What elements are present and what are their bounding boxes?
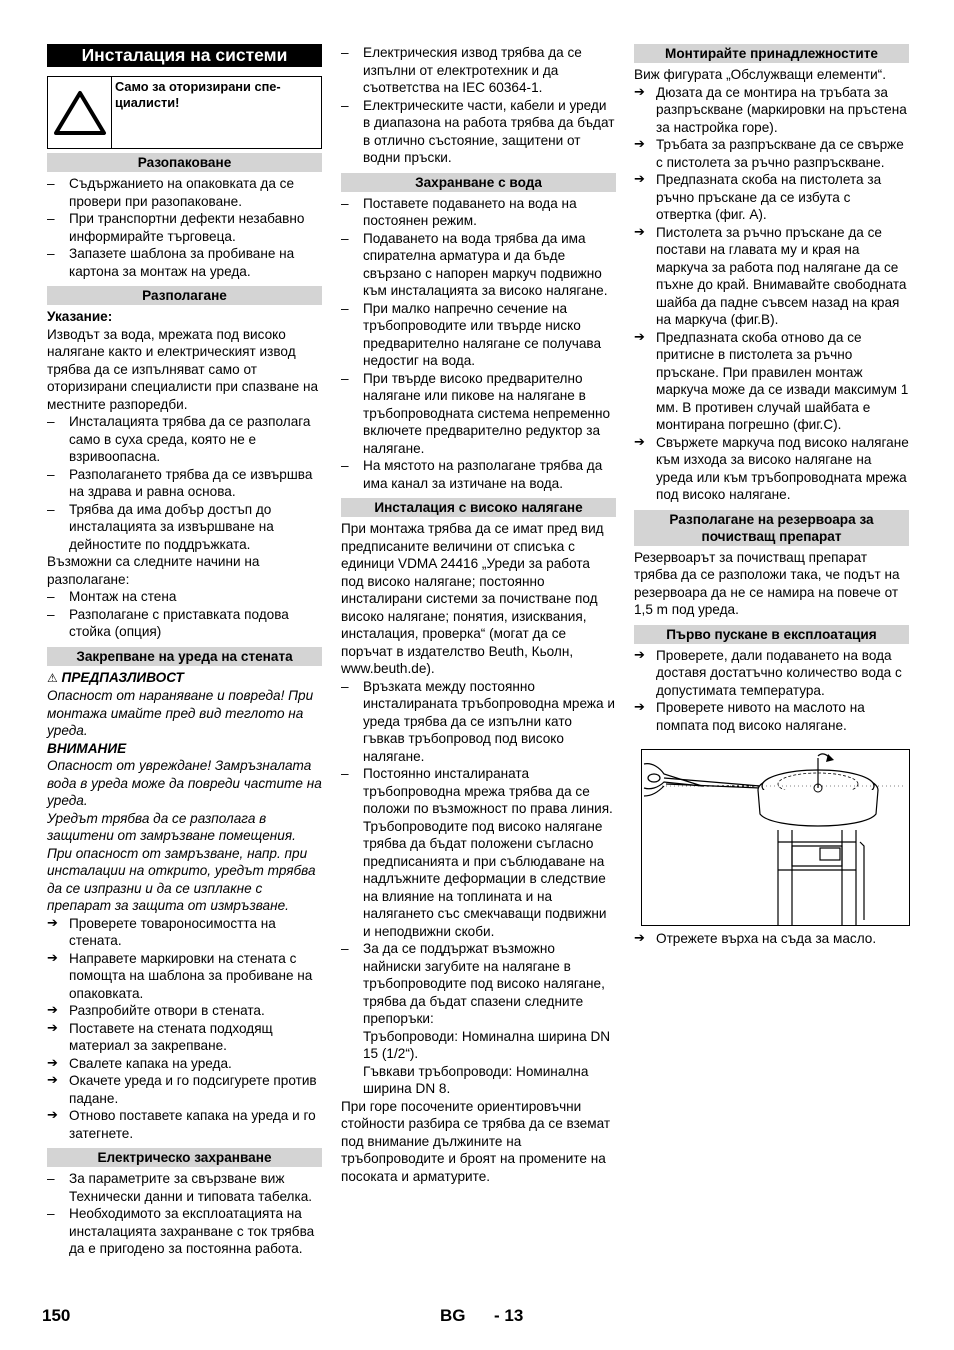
step-item: ➔ Тръбата за разпръскване да се свърже с пистолета за ръчно разпръскване. [634,137,904,170]
section-heading-water: Захранване с вода [341,173,616,192]
column-3 [634,44,909,948]
arrow-icon: ➔ [634,137,645,152]
section-heading-detergent: Разполагане на резервоара за почистващ препарат [634,510,909,546]
arrow-icon: ➔ [47,1003,58,1018]
hp-install-list [341,678,616,1028]
scissors-cutting-oil-cap-illustration [642,750,909,925]
recommendation-pipes: Тръбопроводи: Номинална ширина DN 15 (1/2“). [363,1028,611,1061]
step-item: ➔ Предпазната скоба отново да се притисне в пистолета за ръчно пръскане. При правилен монтаж маркуча може да се извади максимум 1 мм. В противен случай шайбата е монтирана погрешно (фиг.C). [634,329,909,432]
list-item: – Съдържанието на опаковката да се провери при разопаковане. [47,176,295,209]
oil-container-figure [641,749,910,926]
power-list-continued [341,44,616,167]
arrow-icon: ➔ [47,1055,58,1071]
section-heading-unpacking: Разопаковане [47,153,322,172]
arrow-icon: ➔ [47,1020,58,1036]
list-item: – При твърде високо предварително налягане или пикове на налягане в тръбопроводната система непременно включете предварително редуктор за налягане. [341,370,611,456]
language-code: BG [440,1306,466,1325]
note-text: Изводът за вода, мрежата под високо налягане както и електрическият извод трябва да се изпълняват само от оторизирани специалисти при спазване на местните разпоредби. [47,326,319,412]
placement-list [47,413,322,553]
attention-text-2: Уредът трябва да се разполага в защитени от замръзване помещения. При опасност от замръзване, напр. при инсталации на открито, уредът трябва да се изпразни и да се изплакне с препарат за защита от измръзване. [47,810,316,913]
caution-label: ⚠ ПРЕДПАЗЛИВОСТ [47,669,184,685]
attention-label: ВНИМАНИЕ [47,740,127,756]
list-item: – За параметрите за свързване виж Технически данни и типовата табелка. [47,1171,313,1204]
after-figure-steps [634,930,909,948]
attention-text: Опасност от увреждане! Замръзналата вода в уреда може да повреди частите на уреда. [47,758,322,808]
step-item: ➔ Поставете на стената подходящ материал за закрепване. [47,1020,273,1053]
page-title: Инсталация на системи [47,44,322,67]
list-item: – Запазете шаблона за пробиване на картона за монтаж на уреда. [47,246,295,279]
water-list [341,195,616,493]
list-item: – Разполагането трябва да се извършва на здрава и равна основа. [47,466,313,499]
section-heading-accessories: Монтирайте принадлежностите [634,44,909,63]
recommendation-hoses: Гъвкави тръбопроводи: Номинална ширина DN 8. [363,1063,589,1096]
hp-install-outro: При горе посочените ориентировъчни стойности разбира се трябва да се вземат под внимание дължините на тръбопроводите и броят на промените на посоката и арматурите. [341,1098,611,1184]
sub-page-number: - 13 [494,1306,524,1325]
list-item: – Трябва да има добър достъп до инсталацията за извършване на дейностите по поддръжката. [47,501,274,552]
section-heading-hp-install: Инсталация с високо налягане [341,498,616,517]
arrow-icon: ➔ [47,950,58,966]
unpacking-list [47,175,322,280]
list-item: – При малко напречно сечение на тръбопроводите или твърде ниско предварително налягане се получава недостиг на вода. [341,300,602,368]
arrow-icon: ➔ [634,700,645,715]
section-heading-placement: Разполагане [47,286,322,305]
warning-triangle-icon [48,77,112,148]
section-heading-wall-mount: Закрепване на уреда на стената [47,647,322,666]
column-1 [47,44,322,1256]
arrow-icon: ➔ [634,931,645,946]
arrow-icon: ➔ [634,172,645,187]
wall-mount-steps [47,915,322,1143]
arrow-icon: ➔ [47,1073,58,1088]
step-item: ➔ Проверете товароносимостта на стената. [47,915,276,948]
step-item: ➔ Отново поставете капака на уреда и го затегнете. [47,1108,316,1141]
step-item: ➔ Свържете маркуча под високо налягане към изхода за високо налягане на уреда или към тръбопроводната мрежа под високо налягане. [634,434,909,502]
arrow-icon: ➔ [634,647,645,663]
list-item: – Подаването на вода трябва да има спирателна арматура и да бъде свързано с напорен маркуч подвижно към инсталацията за високо налягане. [341,230,608,298]
arrow-icon: ➔ [634,434,645,450]
list-item: – При транспортни дефекти незабавно информирайте търговеца. [47,211,305,244]
list-item: – Необходимото за експлоатацията на инсталацията захранване с ток трябва да е пригодено за постоянна работа. [47,1206,315,1256]
list-item: – За да се поддържат възможно найниски загубите на налягане в тръбопроводите под високо налягане, трябва да бъдат спазени следните препоръки: [341,941,605,1026]
step-item: ➔ Дюзата да се монтира на тръбата за разпръскване (маркировки на пръстена за настройка горе). [634,84,907,135]
list-item: – Електрическия извод трябва да се изпълни от електротехник и да съответства на IEC 60364-1. [341,45,582,95]
section-heading-startup: Първо пускане в експлоатация [634,625,909,644]
placement-options [47,588,322,641]
arrow-icon: ➔ [47,1108,58,1123]
arrow-icon: ➔ [634,224,645,240]
caution-icon: ⚠ [47,670,58,685]
step-item: ➔ Проверете, дали подаването на вода доставя достатъчно количество вода с допустимата температура. [634,647,902,698]
arrow-icon: ➔ [47,915,58,931]
warning-text: Само за оторизирани спе- циалисти! [115,79,281,110]
step-item: ➔ Окачете уреда и го подсигурете против падане. [47,1073,317,1106]
warning-box [47,76,322,149]
caution-text: Опасност от нараняване и повреда! При монтажа имайте пред вид теглото на уреда. [47,688,314,738]
column-2 [341,44,616,1185]
startup-steps [634,647,909,735]
page-number: 150 [42,1306,71,1325]
accessories-steps [634,84,909,504]
section-heading-power: Електрическо захранване [47,1148,322,1167]
step-item: ➔ Свалете капака на уреда. [47,1055,232,1071]
list-item: – Поставете подаването на вода на постоянен режим. [341,195,577,228]
placement-options-intro: Възможни са следните начини на разполагане: [47,554,260,587]
step-item: ➔ Разпробийте отвори в стената. [47,1003,265,1018]
arrow-icon: ➔ [634,329,645,345]
step-item: ➔ Предпазната скоба на пистолета за ръчно пръскане да се избута с отвертка (фиг. A). [634,172,882,222]
step-item: ➔ Отрежете върха на съда за масло. [634,931,877,946]
step-item: ➔ Проверете нивото на маслото на помпата под високо налягане. [634,700,865,733]
step-item: ➔ Пистолета за ръчно пръскане да се постави на главата му и края на маркуча за работа под налягане да се пъхне до край. Внимавайте свободната шайба да падне съвсем назад на края на маркуча (фиг.B). [634,224,907,327]
step-item: ➔ Направете маркировки на стената с помощта на шаблона за пробиване на опаковката. [47,950,313,1001]
list-item: – На мястото на разполагане трябва да има канал за изтичане на вода. [341,458,603,491]
list-item: – Разполагане с приставката подова стойка (опция) [47,606,289,639]
accessories-intro: Виж фигурата „Обслужващи елементи“. [634,67,886,82]
detergent-text: Резервоарът за почистващ препарат трябва да се разположи така, че подът на резервоара да не се намира на повече от 1,5 m под уреда. [634,549,900,617]
list-item: – Инсталацията трябва да се разполага само в суха среда, която не е взривоопасна. [47,414,311,464]
arrow-icon: ➔ [634,84,645,100]
note-label: Указание: [47,309,113,324]
list-item: – Връзката между постоянно инсталираната тръбопроводна мрежа и уреда трябва да се изпълни като гъвкав тръбопровод под високо налягане. [341,678,615,764]
list-item: – Монтаж на стена [47,589,177,604]
list-item: – Електрическите части, кабели и уреди в диапазона на работа трябва да бъдат в отлично състояние, защитени от водни пръски. [341,97,615,165]
hp-install-intro: При монтажа трябва да се имат пред вид предписаните величини от списъка с единици VDMA 24416 „Уреди за работа под високо налягане; постоянно инсталирани системи за почистване под високо налягане; понятия, изисквания, инсталация, проверка“ (могат да се поръчат в издателство Beuth, Кьолн, www.beuth.de). [341,521,604,676]
power-list [47,1170,322,1256]
list-item: – Постоянно инсталираната тръбопроводна мрежа трябва да се положи по възможност по права линия. Тръбопроводите под високо налягане трябва да бъдат положени съгласно предписанията и при съблюдаване на надлъжните деформации в следствие на влияние на топлината и на налягането със смекчаващи подвижни и неподвижни скоби. [341,766,613,939]
